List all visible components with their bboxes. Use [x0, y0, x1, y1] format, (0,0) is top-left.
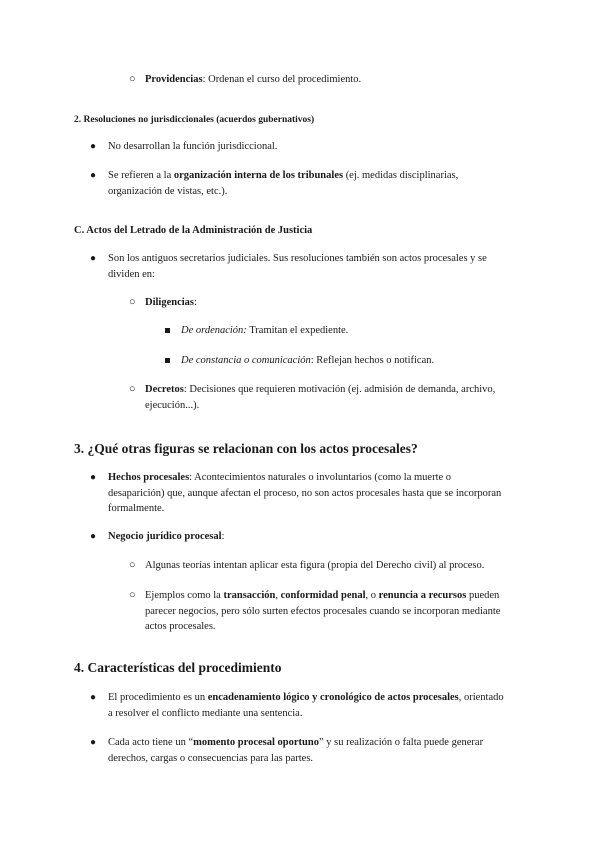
bullet-icon: ●	[90, 170, 97, 181]
list-item-teorias: ○ Algunas teorías intentan aplicar esta figura (propia del Derecho civil) al proceso.	[145, 558, 565, 574]
list-item-hechos-procesales: ● Hechos procesales: Acontecimientos naturales o involuntarios (como la muerte o desaparición) que, aunque afectan el proceso, no son actos procesales hasta que se incorporan formalmente.	[90, 472, 502, 514]
list-item-ejemplos: ○ Ejemplos como la transacción, conformidad penal, o renuncia a recursos pueden parecer negocios, pero sólo surten efectos procesales cuando se incorporan mediante actos procesales.	[129, 589, 501, 632]
circle-bullet-icon: ○	[129, 296, 136, 308]
list-item-encadenamiento: ● El procedimiento es un encadenamiento lógico y cronológico de actos procesales, orientado a resolver el conflicto mediante una sentencia.	[90, 692, 504, 719]
list-item-providencias: ○ Providencias: Ordenan el curso del procedimiento.	[145, 72, 565, 88]
list-item-de-constancia: De constancia o comunicación: Reflejan hechos o notifican.	[181, 353, 541, 369]
heading-resoluciones-no-jurisdiccionales: 2. Resoluciones no jurisdiccionales (acuerdos gubernativos)	[74, 115, 315, 125]
bullet-icon: ●	[90, 531, 97, 542]
list-item-antiguos-secretarios: ● Son los antiguos secretarios judiciales. Sus resoluciones también son actos procesales y se dividen en:	[90, 253, 487, 280]
list-item-de-ordenacion: De ordenación: Tramitan el expediente.	[181, 323, 541, 339]
circle-bullet-icon: ○	[129, 589, 136, 601]
heading-actos-letrado: C. Actos del Letrado de la Administración de Justicia	[74, 225, 313, 236]
bullet-icon: ●	[90, 737, 97, 748]
list-item-negocio-juridico: ● Negocio jurídico procesal:	[108, 529, 538, 545]
bullet-icon: ●	[90, 692, 97, 703]
list-item-diligencias: ○ Diligencias:	[145, 295, 545, 311]
bullet-icon: ●	[90, 472, 97, 483]
square-bullet-icon	[165, 353, 170, 369]
list-item-decretos: ○ Decretos: Decisiones que requieren motivación (ej. admisión de demanda, archivo, ejecución...).	[129, 383, 496, 411]
circle-bullet-icon: ○	[129, 383, 136, 395]
bullet-icon: ●	[90, 141, 97, 152]
list-item-no-desarrollan: ● No desarrollan la función jurisdiccional.	[108, 139, 538, 155]
heading-otras-figuras: 3. ¿Qué otras figuras se relacionan con los actos procesales?	[74, 441, 418, 456]
list-item-momento-procesal: ● Cada acto tiene un “momento procesal oportuno” y su realización o falta puede generar derechos, cargas o consecuencias para las partes.	[90, 737, 484, 764]
circle-bullet-icon: ○	[129, 73, 136, 85]
square-bullet-icon	[165, 323, 170, 339]
circle-bullet-icon: ○	[129, 559, 136, 571]
heading-caracteristicas: 4. Características del procedimiento	[74, 660, 282, 675]
bullet-icon: ●	[90, 253, 97, 264]
list-item-organizacion-interna: ● Se refieren a la organización interna de los tribunales (ej. medidas disciplinarias, organización de vistas, etc.).	[90, 170, 459, 197]
